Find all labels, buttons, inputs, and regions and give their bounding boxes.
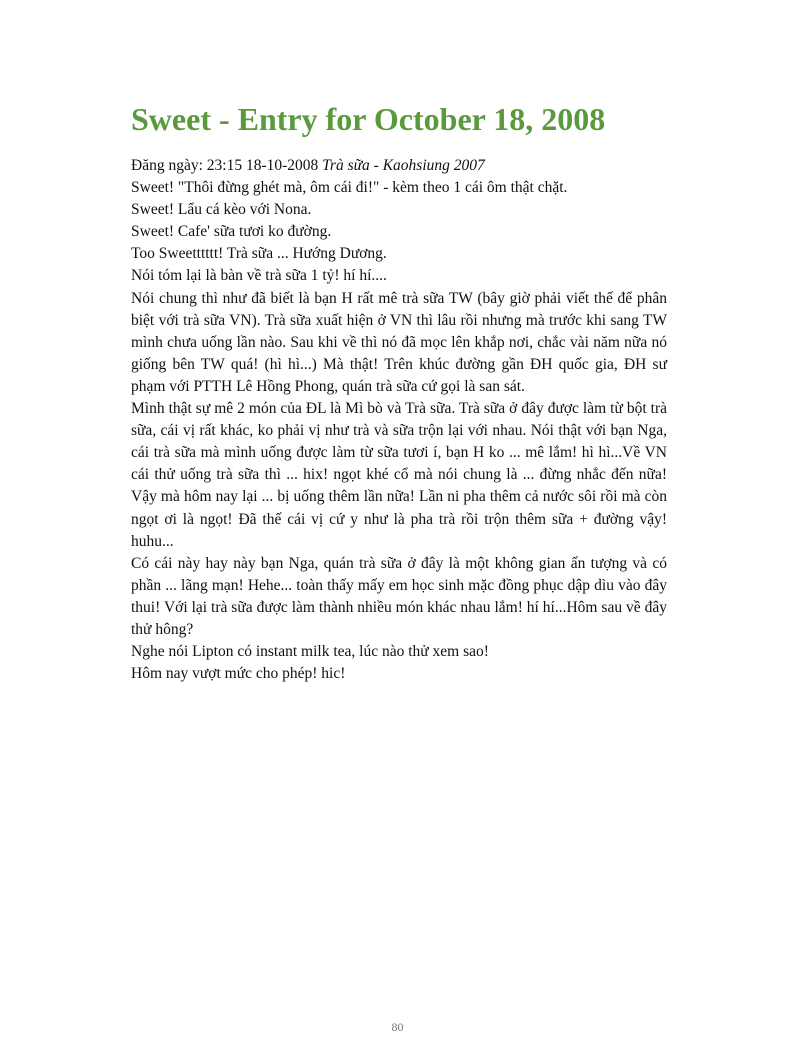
closing-line: Hôm nay vượt mức cho phép! hic! xyxy=(131,665,346,683)
entry-title: Sweet - Entry for October 18, 2008 xyxy=(131,101,606,137)
entry-meta xyxy=(131,155,667,177)
body-paragraph: Nói chung thì như đã biết là bạn H rất mê trà sữa TW (bây giờ phải viết thế để phân biệt với trà sữa VN). Trà sữa xuất hiện ở VN thì lâu rồi nhưng mà trước khi sang TW mình chưa uống lần nào. Sau khi về thì nó đã mọc lên khắp nơi, chắc vài năm nữa nó giống bên TW quá! (hì hì...) Mà thật! Trên khúc đường gần ĐH quốc gia, ĐH sư phạm với PTTH Lê Hồng Phong, quán trà sữa cứ gọi là san sát. xyxy=(131,289,667,395)
closing-line: Nghe nói Lipton có instant milk tea, lúc nào thử xem sao! xyxy=(131,643,489,661)
body-line: Too Sweetttttt! Trà sữa ... Hướng Dương. xyxy=(131,245,387,263)
blog-entry xyxy=(131,96,667,685)
body-paragraph: Có cái này hay này bạn Nga, quán trà sữa ở đây là một không gian ấn tượng và có phần ... lãng mạn! Hehe... toàn thấy mấy em học sinh mặc đồng phục dập dìu vào đây thui! Với lại trà sữa được làm thành nhiều món khác nhau lắm! hí hí...Hôm sau về đây thử hông? xyxy=(131,554,667,638)
post-date: Đăng ngày: 23:15 18-10-2008 xyxy=(131,157,319,174)
body-paragraph: Mình thật sự mê 2 món của ĐL là Mì bò và Trà sữa. Trà sữa ở đây được làm từ bột trà sữa, cái vị rất khác, ko phải vị như trà và sữa trộn lại với nhau. Nói thật với bạn Nga, cái trà sữa mà mình uống được làm từ sữa tươi í, bạn H ko ... mê lắm! hì hì...Về VN cái thử uống trà sữa thì ... hix! ngọt khé cổ mà nói chung là ... đừng nhắc đến nữa! Vậy mà hôm nay lại ... bị uống thêm lần nữa! Lần ni pha thêm cả nước sôi rồi mà còn ngọt ơi là ngọt! Đã thế cái vị cứ y như là pha trà rồi trộn thêm sữa + đường vậy! huhu... xyxy=(131,400,667,550)
body-line: Nói tóm lại là bàn về trà sữa 1 tỷ! hí hí.... xyxy=(131,267,387,285)
body-line: Sweet! Lẩu cá kèo với Nona. xyxy=(131,201,312,219)
page-number: 80 xyxy=(391,1020,404,1034)
body-line: Sweet! "Thôi đừng ghét mà, ôm cái đi!" - kèm theo 1 cái ôm thật chặt. xyxy=(131,179,568,197)
photo-caption: Trà sữa - Kaohsiung 2007 xyxy=(322,157,485,174)
body-line: Sweet! Cafe' sữa tươi ko đường. xyxy=(131,223,332,241)
